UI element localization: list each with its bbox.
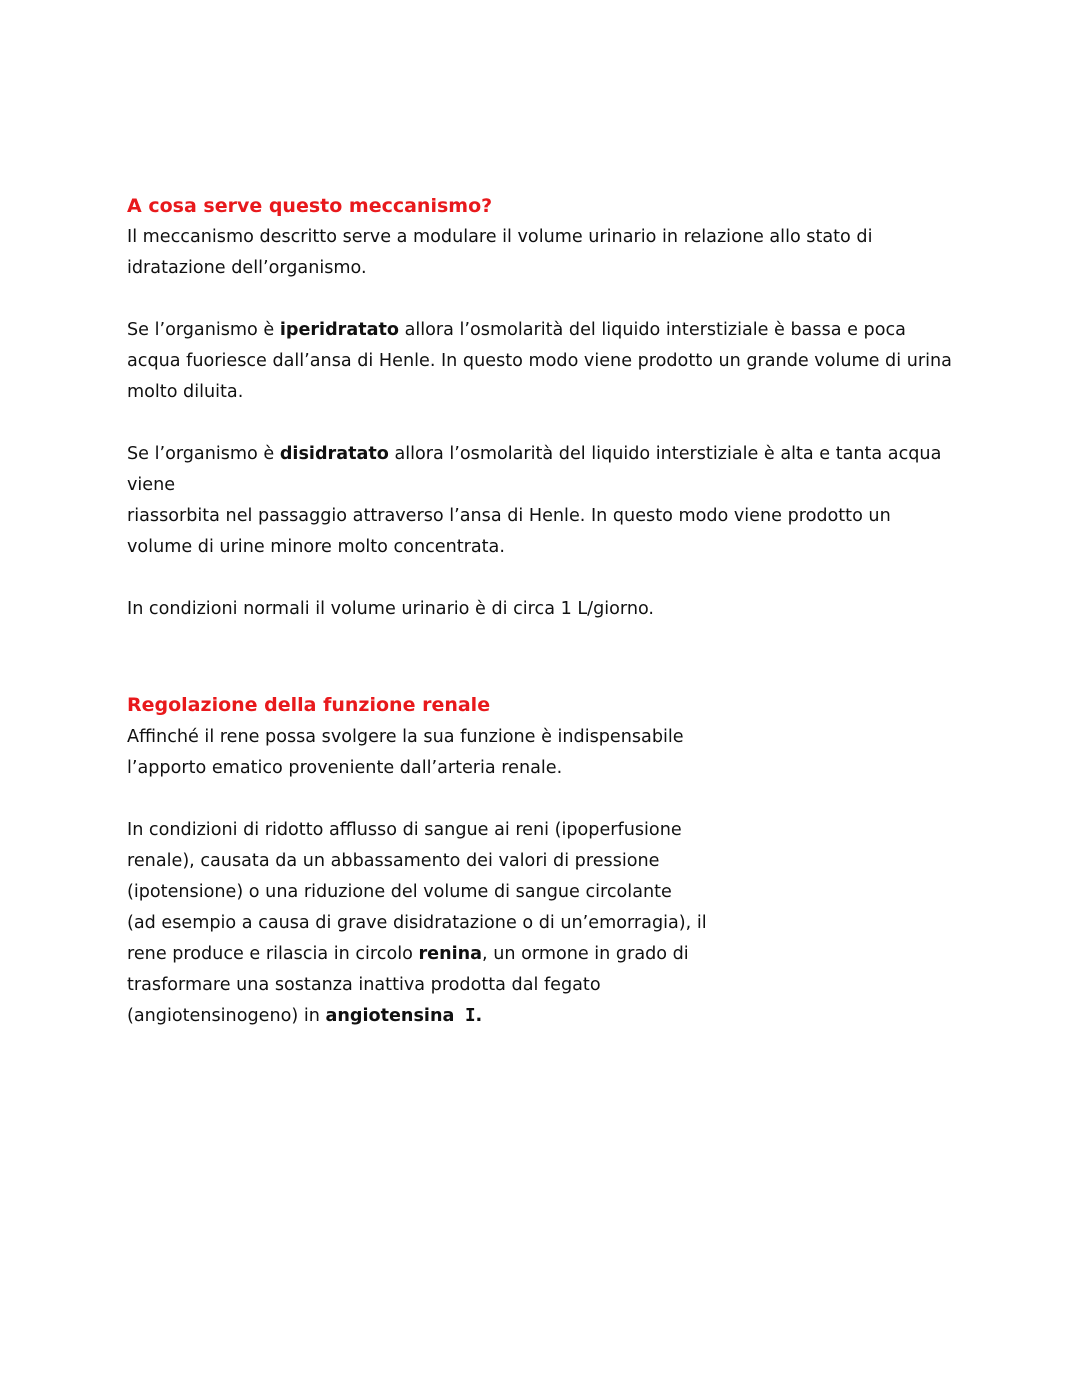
paragraph-line: idratazione dell’organismo. [127, 258, 367, 278]
paragraph-line: acqua fuoriesce dall’ansa di Henle. In questo modo viene prodotto un grande volume di urina [127, 351, 952, 371]
paragraph-line [127, 1001, 482, 1032]
section-heading-regolazione: Regolazione della funzione renale [127, 694, 491, 716]
text-run: Se l’organismo è [127, 320, 280, 340]
paragraph-line: (ipotensione) o una riduzione del volume di sangue circolante [127, 882, 672, 902]
paragraph-line: In condizioni normali il volume urinario è di circa 1 L/giorno. [127, 599, 655, 619]
text-run: rene produce e rilascia in circolo [127, 944, 419, 964]
bold-term-roman-numeral: I [454, 1006, 476, 1026]
text-run: allora l’osmolarità del liquido interstiziale è alta e tanta acqua [388, 444, 942, 464]
bold-term-renina: renina [418, 944, 483, 964]
paragraph-line: (ad esempio a causa di grave disidratazione o di un’emorragia), il [127, 913, 707, 933]
section-heading-meccanismo: A cosa serve questo meccanismo? [127, 195, 493, 217]
paragraph-line [127, 315, 906, 346]
bold-term-iperidratato: iperidratato [279, 320, 400, 340]
paragraph-line: trasformare una sostanza inattiva prodotta dal fegato [127, 975, 601, 995]
text-run: (angiotensinogeno) in [127, 1006, 326, 1026]
text-run: Se l’organismo è [127, 444, 280, 464]
text-run: allora l’osmolarità del liquido interstiziale è bassa e poca [399, 320, 906, 340]
paragraph-line: renale), causata da un abbassamento dei valori di pressione [127, 851, 660, 871]
paragraph-line: riassorbita nel passaggio attraverso l’ansa di Henle. In questo modo viene prodotto un [127, 506, 891, 526]
paragraph-line: volume di urine minore molto concentrata. [127, 537, 505, 557]
paragraph-line: l’apporto ematico proveniente dall’arteria renale. [127, 758, 563, 778]
paragraph-line: Il meccanismo descritto serve a modulare il volume urinario in relazione allo stato di [127, 227, 873, 247]
paragraph-line [127, 439, 941, 470]
paragraph-line: Affinché il rene possa svolgere la sua funzione è indispensabile [127, 727, 684, 747]
text-run: . [475, 1006, 483, 1026]
bold-term-angiotensina: angiotensina [325, 1006, 455, 1026]
paragraph-line: molto diluita. [127, 382, 244, 402]
paragraph-line: In condizioni di ridotto afflusso di sangue ai reni (ipoperfusione [127, 820, 682, 840]
text-run: , un ormone in grado di [482, 944, 689, 964]
paragraph-line: viene [127, 475, 176, 495]
paragraph-line [127, 939, 689, 970]
bold-term-disidratato: disidratato [279, 444, 389, 464]
